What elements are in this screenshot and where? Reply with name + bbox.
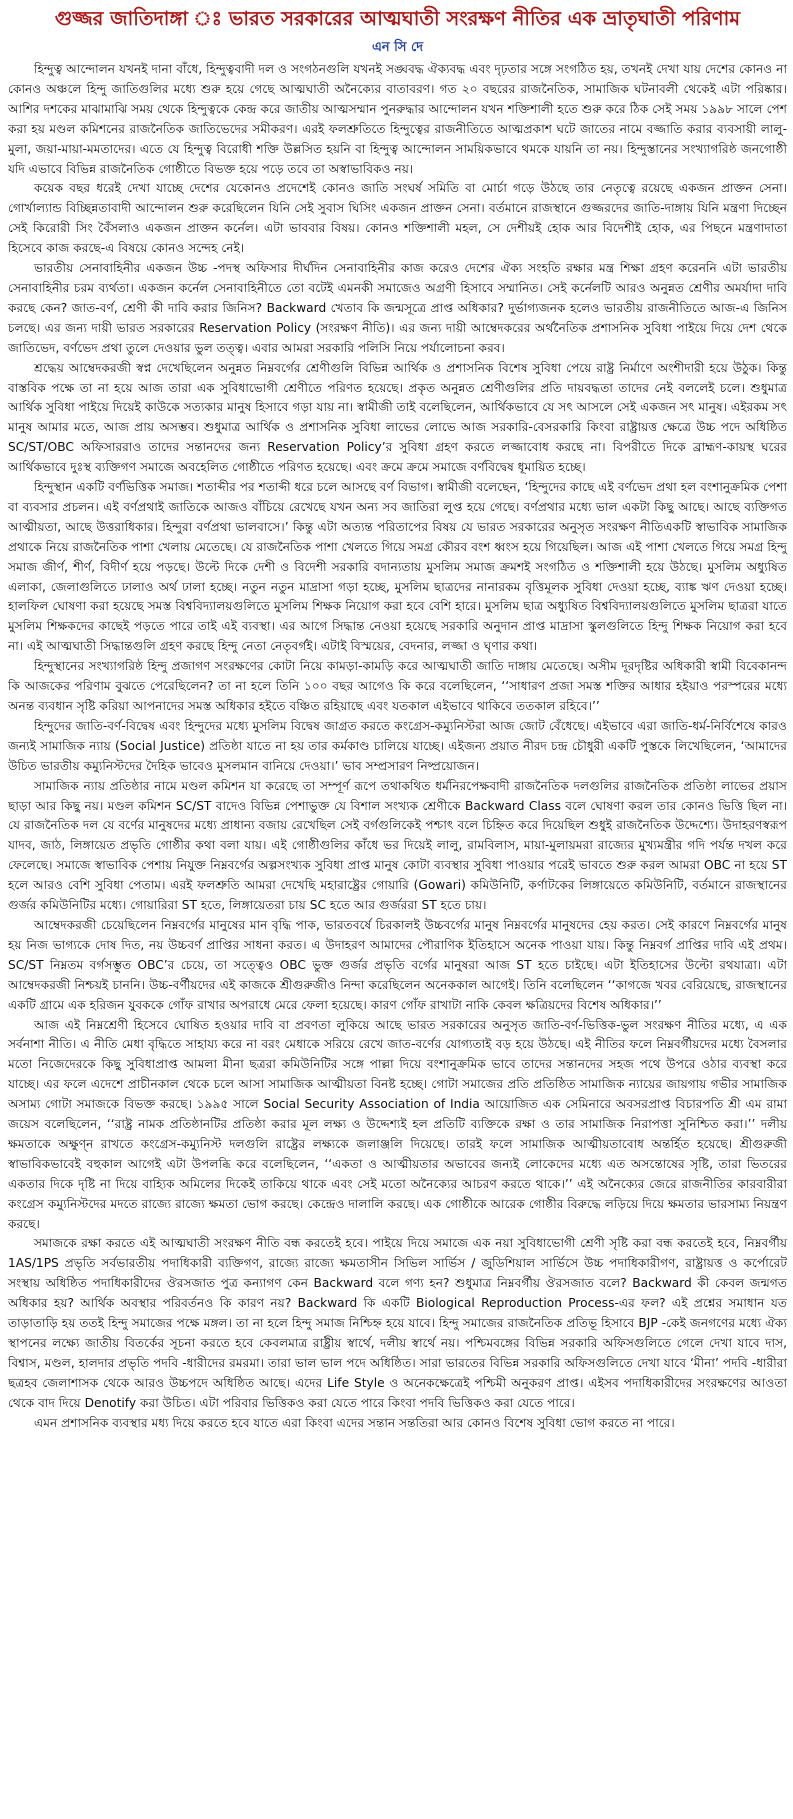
article-paragraph: হিন্দুত্ব আন্দোলন যখনই দানা বাঁধে, হিন্দুত্ববাদী দল ও সংগঠনগুলি যখনই সঙ্ঘবদ্ধ ঐক্যবদ্ধ এবং দৃঢ়তার সঙ্গে সংগঠিত হয়, তখনই দেখা যায় দেশের কোনও না কোনও অঞ্চলে হিন্দু জাতিগুলির মধ্যে শুরু হয়ে গেছে আত্মঘাতী অনৈক্যের বাতাবরণ। গত ২০ বছরের রাজনৈতিক, সামাজিক ঘটনাবলী থেকেই এটা পরিষ্কার। আশির দশকের মাঝামাঝি সময় থেকে হিন্দুত্বকে কেন্দ্র করে জাতীয় আত্মসম্মান পুনরুদ্ধার আন্দোলন যখন শক্তিশালী হতে শুরু করে ঠিক সেই সময় ১৯৯৮ সালে পেশ করা হয় মণ্ডল কমিশনের রাজনৈতিক জাতিভেদের সমীকরণ। এরই ফলশ্রুতিতে হিন্দুত্বের রাজনীতিতে আত্মপ্রকাশ ঘটে জাতের নামে বজ্জাতি করার ব্যবসায়ী লালু-মুলা, জয়া-মায়া-মমতাদের। এতে যে হিন্দুত্ব বিরোধী শক্তি উল্লসিত হয়নি বা হিন্দুত্ব আন্দোলন সাময়িকভাবে থমকে যায়নি তা নয়। হিন্দুস্তানের সংখ্যাগরিষ্ঠ জনগোষ্ঠী যদি এভাবে বিভিন্ন রাজনৈতিক গোষ্ঠীতে বিভক্ত হয়ে পড়ে তবে তা অস্বাভাবিকও নয়।	[8, 62, 787, 176]
article-paragraph: এমন প্রশাসনিক ব্যবস্থার মধ্য দিয়ে করতে হবে যাতে এরা কিংবা এদের সন্তান সন্ততিরা আর কোনও বিশেষ সুবিধা ভোগ করতে না পারে।	[34, 1415, 675, 1430]
article-paragraph: কয়েক বছর ধরেই দেখা যাচ্ছে দেশের যেকোনও প্রদেশেই কোনও জাতি সংঘর্ষ সমিতি বা মোর্চা গড়ে উঠছে তার নেতৃত্বে রয়েছে একজন প্রাক্তন সেনা। গোর্খাল্যান্ড বিচ্ছিন্নতাবাদী আন্দোলন শুরু করেছিলেন যিনি সেই সুবাস ঘিসিং একজন প্রাক্তন সেনা। বর্তমানে রাজস্থানে গুজ্জরদের জাতি-দাঙ্গায় যিনি মন্ত্রণা দিচ্ছেন সেই কিরোরী সিং বৈঁসলাও একজন প্রাক্তন কর্নেল। এটা ভাববার বিষয়। কোনও শক্তিশালী মহল, সে দেশীয়ই হোক আর বিদেশীই হোক, এর পিছনে মন্ত্রণাদাতা হিসেবে কাজ করছে-এ বিষয়ে কোনও সন্দেহ নেই।	[8, 181, 787, 256]
article-paragraph: ভারতীয় সেনাবাহিনীর একজন উচ্চ -পদস্থ অফিসার দীর্ঘদিন সেনাবাহিনীর কাজ করেও দেশের ঐক্য সংহতি রক্ষার মন্ত্র শিক্ষা গ্রহণ করেননি এটা ভারতীয় সেনাবাহিনীর চরম ব্যর্থতা। একজন কর্নেল সেনাবাহিনীতে তো বটেই এমনকী সমাজেও অগ্রণী হিসাবে সম্মানিত। সেই কর্নেলটি আরও অনুন্নত শ্রেণীর অমর্যাদা দাবি করছে কেন? জাত-বর্ণ, শ্রেণী কী দাবি করার জিনিস? Backward খেতাব কি জন্মসূত্রে প্রাপ্ত অধিকার? দুর্ভাগ্যজনক হলেও ভারতীয় রাজনীতিতে আজ-এ জিনিস চলছে। এর জন্য দায়ী ভারত সরকারের Reservation Policy (সংরক্ষণ নীতি)। এর জন্য দায়ী আম্বেদকরের অর্থনৈতিক প্রশাসনিক সুবিধা পাইয়ে দিয়ে দেশ থেকে জাতিভেদ, বর্ণভেদ প্রথা তুলে দেওয়ার ভুল তত্ত্ব। এবার আমরা সরকারি পলিসি নিয়ে পর্যালোচনা করব।	[8, 261, 787, 355]
article-author: এন সি দে	[371, 40, 424, 55]
article-paragraph: আজ এই নিম্নশ্রেণী হিসেবে ঘোষিত হওয়ার দাবি বা প্রবণতা লুকিয়ে আছে ভারত সরকারের অনুসৃত জাতি-বর্ণ-ভিত্তিক-ভুল সংরক্ষণ নীতির মধ্যে, এ এক সর্বনাশা নীতি। এ নীতি মেধা বৃদ্ধিতে সাহায্য করে না বরং মেধাকে সরিয়ে রেখে জাত-বর্ণের যোগ্যতাই বড় হয়ে উঠছে। এই নীতির ফলে নিম্নবর্গীয়দের মধ্যে বৈসলার মতো নিজেদেরকে কিছু সুবিধাপ্রাপ্ত আমলা মীনা ছত্ররা কমিউনিটির সঙ্গে পাল্লা দিয়ে বংশানুক্রমিক ভাবে তাদের সন্তানদের সহজ পথে উপরে ওঠার ব্যবস্থা করে যাচ্ছে। এর ফলে এদেশে প্রাচীনকাল থেকে চলে আসা সামাজিক আত্মীয়তা বিনষ্ট হচ্ছে। গোটা সমাজের প্রতি প্রতিষ্ঠিত সামাজিক ন্যায়ের জায়গায় গভীর সামাজিক অসাম্য গোটা সমাজকে বিভক্ত করছে। ১৯৯৫ সালে Social Security Association of India আয়োজিত এক সেমিনারে অবসরপ্রাপ্ত বিচারপতি শ্রী এম রামা জয়েস বলেছিলেন, ‘‘রাষ্ট্র নামক প্রতিষ্ঠানটির প্রতিষ্ঠা করার মূল লক্ষ্য ও উদ্দেশ্যই হল প্রতিটি ব্যক্তিকে রক্ষা ও তার সামাজিক নিরাপত্তা সুনিশ্চিত করা।’’ দলীয় ক্ষমতাকে অক্ষুণ্ন রাখতে কংগ্রেস-কম্যুনিস্ট দলগুলি রাষ্ট্রের লক্ষ্যকে জলাঞ্জলি দিয়েছে। তারই ফলে সামাজিক আত্মীয়তাবোধ অন্তর্হিত হয়েছে। শ্রীগুরুজী স্বাভাবিকভাবেই বহুকাল আগেই এটা উপলব্ধি করে বলেছিলেন, ‘‘একতা ও আত্মীয়তার অভাবের জন্যই লোকেদের মধ্যে এত অসন্তোষের সৃষ্টি, তারা ভিতরের একতার দিকে দৃষ্টি না দিয়ে বাহ্যিক অমিলের দিকেই তাকিয়ে থাকে এবং সেই মতো অনৈক্যের আচরণ করতে থাকে।’’ এই অনৈক্যের জেরে রাজনীতির কারবারীরা কংগ্রেস কম্যুনিস্টদের মদতে রাজ্যে রাজ্যে ক্ষমতা ভোগ করছে। কেন্দ্রেও দালালি করছে। এক গোষ্ঠীকে আরেক গোষ্ঠীর বিরুদ্ধে লড়িয়ে দিয়ে ক্ষমতার ভারসাম্য নিয়ন্ত্রণ করছে।	[8, 1017, 787, 1231]
article-paragraph: শ্রদ্ধেয় আম্বেদকরজী স্বপ্ন দেখেছিলেন অনুন্নত নিম্নবর্গের শ্রেণীগুলি বিভিন্ন আর্থিক ও প্রশাসনিক বিশেষ সুবিধা পেয়ে রাষ্ট্র নির্মাণে অংশীদারী হয়ে উঠুক। কিন্তু বাস্তবিক পক্ষে তা না হয়ে আজ তারা এক সুবিধাভোগী শ্রেণীতে পরিণত হয়েছে। প্রকৃত অনুন্নত শ্রেণীগুলির প্রতি দায়বদ্ধতা তাদের নেই বললেই চলে। শুধুমাত্র আর্থিক সুবিধা পাইয়ে দিয়েই কাউকে সত্যকার মানুষ হিসাবে গড়া যায় না। স্বামীজী তাই বলেছিলেন, আর্থিকভাবে যে সৎ আসলে সেই একজন সৎ মানুষ। এইরকম সৎ মানুষ আমার মতে, আজ প্রায় অসম্ভব। শুধুমাত্র আর্থিক ও প্রশাসনিক সুবিধা লাভের লোভে আজ সরকারি-বেসরকারি কিংবা রাষ্ট্রায়ত্ত ক্ষেত্রে উচ্চ পদে অধিষ্ঠিত SC/ST/OBC অফিসাররাও তাদের সন্তানদের জন্য Reservation Policy’র সুবিধা গ্রহণ করতে লজ্জাবোধ করছে না। বিপরীতে দিকে ব্রাহ্মণ-কায়স্থ ঘরের আর্থিকভাবে দুঃস্থ ব্যক্তিগণ সমাজে অবহেলিত গোষ্ঠীতে পরিণত হয়েছে। এবং ক্রমে ক্রমে সমাজে বর্ণবিদ্বেষ ধূমায়িত হচ্ছে।	[8, 360, 787, 475]
article-paragraph: আম্বেদকরজী চেয়েছিলেন নিম্নবর্গের মানুষের মান বৃদ্ধি পাক, ভারতবর্ষে চিরকালই উচ্চবর্গের মানুষ নিম্নবর্গের মানুষদের হেয় করত। সেই কারণে নিম্নবর্গের মানুষ হয় নিজ ভাগ্যকে দোষ দিত, নয় উচ্চবর্ণ প্রাপ্তির সাধনা করত। এ উদাহরণ আমাদের পৌরাণিক ইতিহাসে অনেক পাওয়া যায়। কিন্তু নিম্নবর্গ প্রাপ্তির দাবি এই প্রথম। SC/ST নিম্নতম বর্গসম্ভুত OBC’র চেয়ে, তা সত্ত্বেও OBC ভুক্ত গুর্জর প্রভৃতি বর্গের মানুষরা আজ ST হতে চাইছে। এটা ইতিহাসের উল্টো রথযাত্রা। এটা আম্বেদকরজী নিশ্চয়ই চাননি। উচ্চ-বর্ণীয়দের এই কাজকে শ্রীগুরুজীও নিন্দা করেছিলেন অনেককাল আগেই। তিনি বলেছিলেন ‘‘কাগজে খবর বেরিয়েছে, রাজস্থানের একটি গ্রামে এক হরিজন যুবককে গোঁফ রাখার অপরাধে মেরে ফেলা হয়েছে। কারণ গোঁফ রাখাটা নাকি কেবল ক্ষত্রিয়দের বিশেষ অধিকার।’’	[8, 917, 787, 1012]
article-paragraph: হিন্দুস্থান একটি বর্ণভিত্তিক সমাজ। শতাব্দীর পর শতাব্দী ধরে চলে আসছে বর্ণ বিভাগ। স্বামীজী বলেছেন, ‘হিন্দুদের কাছে এই বর্ণভেদ প্রথা হল বংশানুক্রমিক পেশা বা ব্যবসার প্রচলন। এই বর্ণপ্রথাই জাতিকে আজও বাঁচিয়ে রেখেছে যখন অন্য সব জাতিরা লুপ্ত হয়ে গেছে। বর্ণপ্রথার মধ্যে ভাল একটা কিছু আছে। আছে ব্যক্তিগত আত্মীয়তা, আছে উত্তরাধিকার। হিন্দুরা বর্ণপ্রথা ভালবাসে।’ কিন্তু এটা অত্যন্ত পরিতাপের বিষয় যে ভারত সরকারের অনুসৃত সংরক্ষণ নীতিএকটি স্বাভাবিক সামাজিক প্রথাকে নিয়ে রাজনৈতিক পাশা খেলায় মেতেছে। যে রাজনৈতিক পাশা খেলতে গিয়ে সমগ্র কৌরব বংশ ধ্বংস হয়ে গিয়েছিল। আজ এই পাশা খেলতে গিয়ে সমগ্র হিন্দু সমাজ জীর্ণ, শীর্ণ, বিদীর্ণ হয়ে পড়ছে। উল্টে দিকে দেশী ও বিদেশী সরকারি বদান্যতায় মুসলিম সমাজ ক্রমশই সংগঠিত ও শক্তিশালী হয়ে উঠছে। মুসলিম অধ্যুষিত এলাকা, জেলাগুলিতে ঢালাও অর্থ ঢালা হচ্ছে। নতুন নতুন মাদ্রাসা গড়া হচ্ছে, মুসলিম ছাত্রদের নানারকম বৃত্তিমূলক সুবিধা দেওয়া হচ্ছে, ব্যাঙ্ক ঋণ দেওয়া হচ্ছে। হালফিল ঘোষণা করা হয়েছে সমস্ত বিশ্ববিদ্যালয়গুলিতে মুসলিম শিক্ষক নিয়োগ করা হবে বেশি হারে। মুসলিম ছাত্র অধ্যুষিত বিশ্ববিদ্যালয়গুলিতে মুসলিম ছাত্ররা যাতে মুসলিম শিক্ষকদের কাছেই পড়তে পারে তাই এই ব্যবস্থা। এর আগে সিদ্ধান্ত নেওয়া হয়েছে সরকারি অনুদান প্রাপ্ত মাদ্রাসা স্কুলগুলিতে হিন্দু শিক্ষক নিয়োগ করা হবে না। এই আত্মঘাতী সিদ্ধান্তগুলি গ্রহণ করছে হিন্দু নেতা নেতৃবর্গই। এটাই বিস্ময়ের, বেদনার, লজ্জা ও ঘৃণার কথা।	[8, 480, 787, 654]
article-paragraph: সমাজকে রক্ষা করতে এই আত্মঘাতী সংরক্ষণ নীতি বন্ধ করতেই হবে। পাইয়ে দিয়ে সমাজে এক নয়া সুবিধাভোগী শ্রেণী সৃষ্টি করা বন্ধ করতেই হবে, নিম্নবর্গীয় 1AS/1PS প্রভৃতি সর্বভারতীয় পদাধিকারী ব্যক্তিগণ, রাজ্যে রাজ্যে ক্ষমতাসীন সিভিল সার্ভিস / জুডিশিয়াল সার্ভিসে উচ্চ পদাধিকারীগণ, রাষ্ট্রায়ত্ত ও কর্পোরেট সংস্থায় অধিষ্ঠিত পদাধিকারীদের ঔরসজাত পুত্র কন্যাগণ কেন Backward বলে গণ্য হন? শুধুমাত্র নিম্নবর্গীয় ঔরসজাত বলে? Backward কী কেবল জন্মগত অধিকার হয়? আর্থিক অবস্থার পরিবর্তনও কি কারণ নয়? Backward কি একটি Biological Reproduction Process-এর ফল? এই প্রশ্নের সমাধান যত তাড়াতাড়ি হয় ততই হিন্দু সমাজের পক্ষে মঙ্গল। তা না হলে হিন্দু সমাজ নিশ্চিহ্ন হয়ে যাবে। হিন্দু সমাজের রাজনৈতিক প্রতিভূ হিসাবে BJP -কেই জনগণের মধ্যে ঐক্য স্থাপনের লক্ষ্যে জাতীয় বিতর্কের সূচনা করতে হবে কেবলমাত্র রাষ্ট্রীয় স্বার্থে, দলীয় স্বার্থে নয়। পশ্চিমবঙ্গের বিভিন্ন সরকারি অফিসগুলিতে গেলে দেখা যাবে দাস, বিশ্বাস, মণ্ডল, হালদার প্রভৃতি পদবি -ধারীদের রমরমা। তারা ভাল ভাল পদে অধিষ্ঠিত। সারা ভারতের বিভিন্ন সরকারি অফিসগুলিতে দেখা যাবে ‘মীনা’ পদবি -ধারীরা ছত্রহব জেলাশাসক থেকে আরও উচ্চপদে অধিষ্ঠিত আছে। এদের Life Style ও অনেকক্ষেত্রেই পশ্চিমী অনুকরণ প্রাপ্ত। এইসব পদাধিকারীদের সংরক্ষণের আওতা থেকে বাদ দিয়ে Denotify করা উচিত। এটা পরিবার ভিত্তিকও করা যেতে পারে কিংবা পদবি ভিত্তিকও করা যেতে পারে।	[8, 1236, 787, 1410]
article-paragraph: হিন্দুদের জাতি-বর্ণ-বিদ্বেষ এবং হিন্দুদের মধ্যে মুসলিম বিদ্বেষ জাগ্রত করতে কংগ্রেস-কম্যুনিস্টরা আজ জোট বেঁধেছে। এইভাবে এরা জাতি-ধর্ম-নির্বিশেষে কারও জন্যই সামাজিক ন্যায় (Social Justice) প্রতিষ্ঠা যাতে না হয় তার কর্মকাণ্ড চালিয়ে যাচ্ছে। এইজন্য প্রয়াত নীরদ চন্দ্র চৌধুরী একটি পুস্তকে লিখেছিলেন, ‘আমাদের উচিত ভারতীয় কম্যুনিস্টদের দৈহিক ভাবেও মুসলমান বানিয়ে দেওয়া।’ ভাব সম্প্রসারণ নিষ্প্রয়োজন।	[8, 718, 787, 773]
article-body	[8, 60, 787, 1434]
article-paragraph: সামাজিক ন্যায় প্রতিষ্ঠার নামে মণ্ডল কমিশন যা করেছে তা সম্পূর্ণ রূপে তথাকথিত ধর্মনিরপেক্ষবাদী রাজনৈতিক দলগুলির রাজনৈতিক প্রতিষ্ঠা লাভের প্রয়াস ছাড়া আর কিছু নয়। মণ্ডল কমিশন SC/ST বাদেও বিভিন্ন পেশাভুক্ত যে বিশাল সংখ্যক শ্রেণীকে Backward Class বলে ঘোষণা করল তার কোনও ভিত্তি ছিল না। যে রাজনৈতিক দল যে বর্ণের মানুষদের মধ্যে প্রাধান্য বজায় রেখেছিল সেই বর্গগুলিকেই পশ্চাৎ বলে চিহ্নিত করে দিয়েছিল শুধুই রাজনৈতিক উদ্দেশ্যে। উদাহরণস্বরূপ যাদব, জাঠ, লিঙ্গায়েত প্রভৃতি গোষ্ঠীর কথা বলা যায়। এই গোষ্ঠীগুলির কাঁধে ভর দিয়েই লালু, রামবিলাস, মায়া-মুলায়মরা রাজ্যের মুখ্যমন্ত্রীর গদি পর্যন্ত দখল করে ফেলেছে। সমাজে স্বাভাবিক পেশায় নিযুক্ত নিম্নবর্গের অল্পসংখ্যক সুবিধা প্রাপ্ত মানুষ কোটা ব্যবস্থার সুবিধা পাওয়ার পরেই ভাবতে শুরু করল আমরা OBC না হয়ে ST হলে আরও বেশি সুবিধা পেতাম। এরই ফলশ্রুতি আমরা দেখেছি মহারাষ্ট্রের গোয়ারি (Gowari) কমিউনিটি, কর্ণাটকের লিঙ্গায়েতে কমিউনিটি, বর্তমানে রাজস্থানের গুর্জর কমিউনিটির মধ্যে। গোয়ারিরা ST হতে, লিঙ্গায়েতরা চায় SC হতে আর গুর্জররা ST হতে চায়।	[8, 778, 787, 913]
article-title: গুজ্জর জাতিদাঙ্গা ঃ ভারত সরকারের আত্মঘাতী সংরক্ষণ নীতির এক ভ্রাতৃঘাতী পরিণাম	[54, 7, 741, 30]
article-paragraph: হিন্দুস্থানের সংখ্যাগরিষ্ঠ হিন্দু প্রজাগণ সংরক্ষণের কোটা নিয়ে কামড়া-কামড়ি করে আত্মঘাতী জাতি দাঙ্গায় মেতেছে। অসীম দূরদৃষ্টির অধিকারী স্বামী বিবেকানন্দ কি আজকের পরিণাম বুঝতে পেরেছিলেন? তা না হলে তিনি ১০০ বছর আগেও কি করে বলেছিলেন, ‘‘সাধারণ প্রজা সমস্ত শক্তির আধার হইয়াও পরস্পরের মধ্যে অনন্ত ব্যবধান সৃষ্টি করিয়া আপনাদের সমস্ত অধিকার হইতে বঞ্চিত রহিয়াছে এবং যতকাল এইভাবে থাকিবে ততকাল রহিবে।’’	[8, 659, 787, 713]
